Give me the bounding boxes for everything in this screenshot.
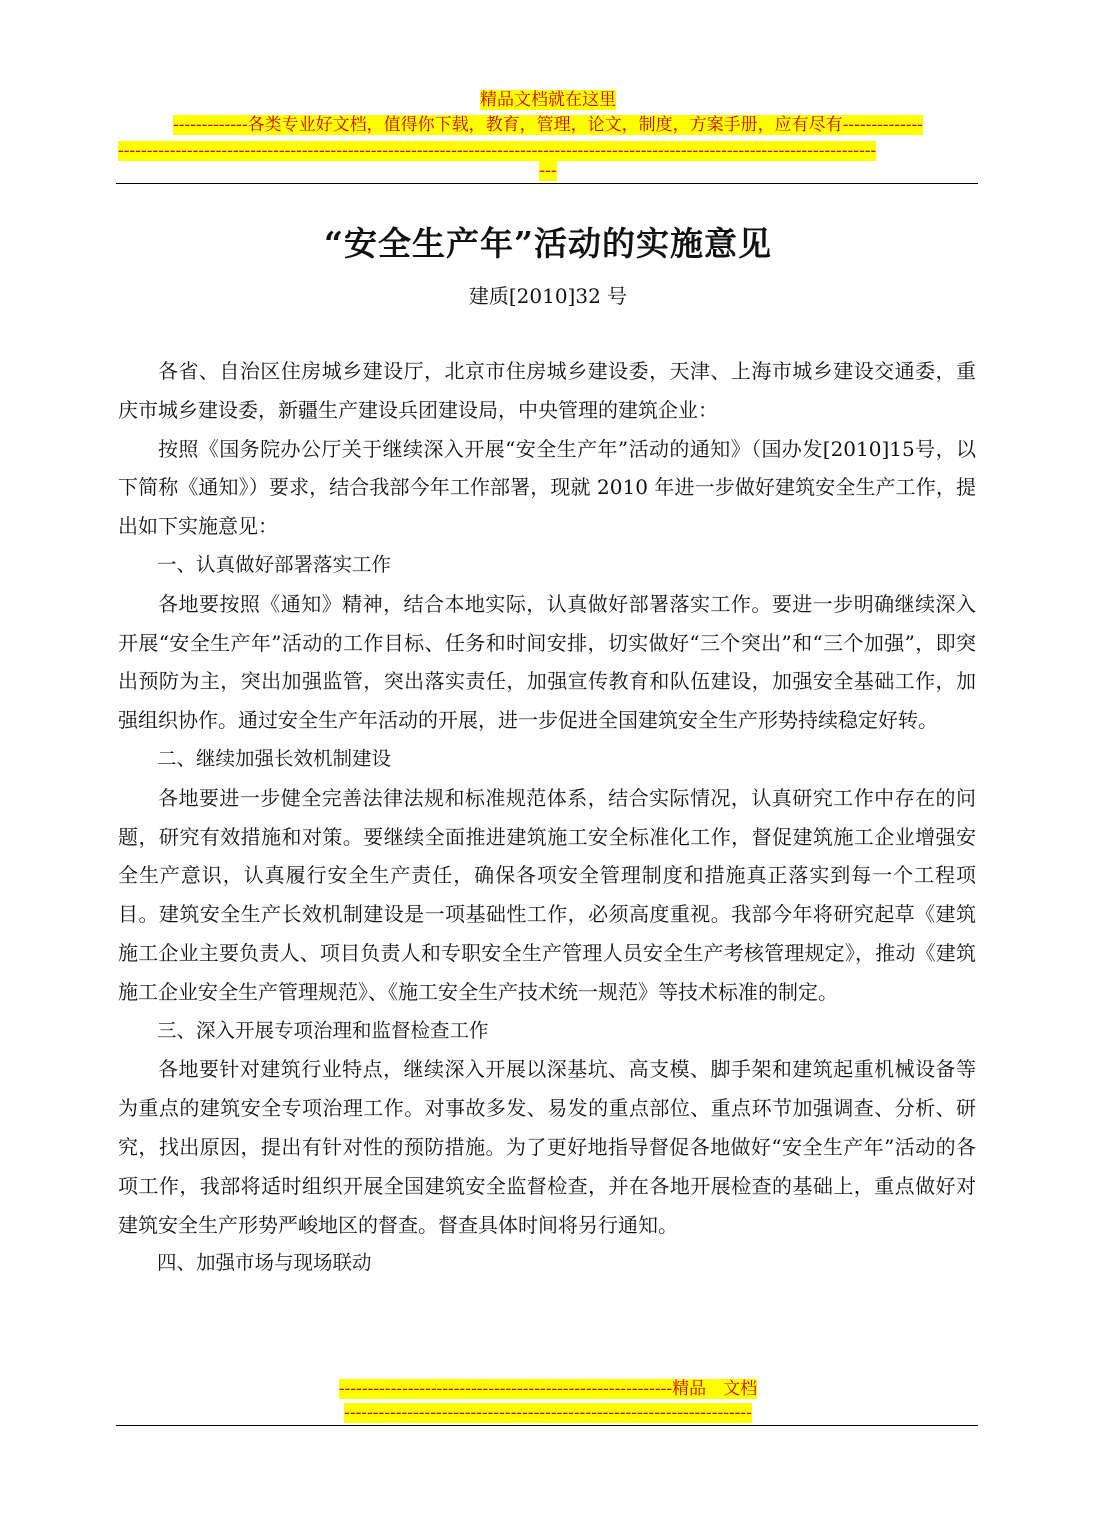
footer-banner-line1 — [118, 1378, 978, 1400]
header-dash-tail: --- — [539, 161, 557, 181]
header-rule — [116, 183, 978, 184]
body-paragraph: 按照《国务院办公厅关于继续深入开展“安全生产年”活动的通知》（国办发[2010]15号，以下简称《通知》）要求，结合我部今年工作部署，现就 2010 年进一步做好建筑安全生产工作，提出如下实施意见： — [118, 436, 976, 539]
header-banner-slogan: -------------各类专业好文档，值得你下载，教育，管理，论文，制度，方案手册，应有尽有-------------- — [172, 115, 924, 135]
body-paragraph: 各地要进一步健全完善法律法规和标准规范体系，结合实际情况，认真研究工作中存在的问题，研究有效措施和对策。要继续全面推进建筑施工安全标准化工作，督促建筑施工企业增强安全生产意识，认真履行安全生产责任，确保各项安全管理制度和措施真正落实到每一个工程项目。建筑安全生产长效机制建设是一项基础性工作，必须高度重视。我部今年将研究起草《建筑施工企业主要负责人、项目负责人和专职安全生产管理人员安全生产考核管理规定》，推动《建筑施工企业安全生产管理规范》、《施工安全生产技术统一规范》等技术标准的制定。 — [118, 785, 976, 1004]
header-banner-line4 — [118, 160, 978, 182]
section-heading: 四、加强市场与现场联动 — [157, 1251, 372, 1275]
section-heading: 三、深入开展专项治理和监督检查工作 — [157, 1018, 489, 1042]
document-title: “安全生产年”活动的实施意见 — [324, 224, 772, 263]
section-heading: 二、继续加强长效机制建设 — [157, 746, 392, 770]
footer-banner-line2 — [118, 1403, 978, 1423]
header-banner-text: 精品文档就在这里 — [480, 90, 616, 110]
header-banner-line1 — [118, 89, 978, 111]
header-dash-line: ------------------------------------------------------------------------------------------------------------------------------------ — [118, 141, 877, 161]
header-banner-line2 — [118, 114, 978, 136]
document-number: 建质[2010]32 号 — [468, 284, 628, 308]
body-paragraph: 各地要针对建筑行业特点，继续深入开展以深基坑、高支模、脚手架和建筑起重机械设备等为重点的建筑安全专项治理工作。对事故多发、易发的重点部位、重点环节加强调查、分析、研究，找出原因，提出有针对性的预防措施。为了更好地指导督促各地做好“安全生产年”活动的各项工作，我部将适时组织开展全国建筑安全监督检查，并在各地开展检查的基础上，重点做好对建筑安全生产形势严峻地区的督查。督查具体时间将另行通知。 — [118, 1057, 976, 1237]
body-paragraph: 各省、自治区住房城乡建设厅，北京市住房城乡建设委，天津、上海市城乡建设交通委，重庆市城乡建设委，新疆生产建设兵团建设局，中央管理的建筑企业： — [118, 359, 976, 422]
footer-dash-line: ----------------------------------------------------------------------- — [344, 1403, 752, 1423]
footer-rule — [116, 1425, 978, 1426]
footer-banner-text: ----------------------------------------------------------精品 文档 — [338, 1379, 758, 1399]
body-paragraph: 各地要按照《通知》精神，结合本地实际，认真做好部署落实工作。要进一步明确继续深入开展“安全生产年”活动的工作目标、任务和时间安排，切实做好“三个突出”和“三个加强”，即突出预防为主，突出加强监管，突出落实责任，加强宣传教育和队伍建设，加强安全基础工作，加强组织协作。通过安全生产年活动的开展，进一步促进全国建筑安全生产形势持续稳定好转。 — [118, 591, 976, 733]
section-heading: 一、认真做好部署落实工作 — [157, 552, 392, 576]
header-banner-line3 — [118, 140, 978, 162]
document-body — [118, 352, 976, 1283]
